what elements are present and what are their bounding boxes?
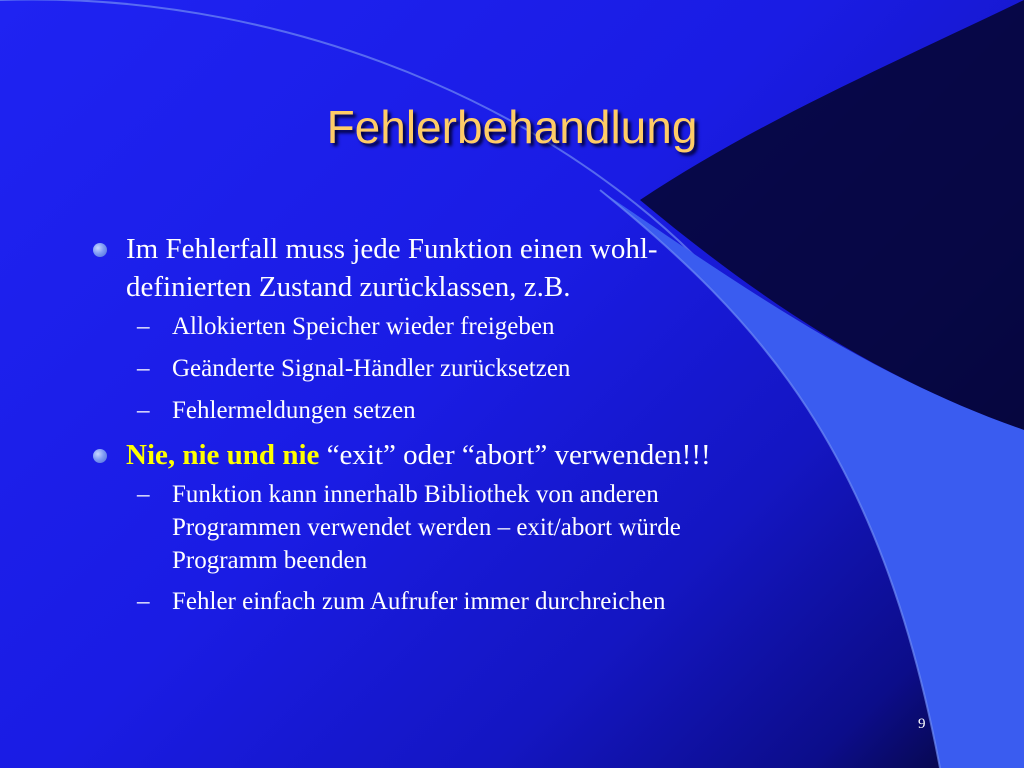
- sub-bullet-text-line2: Programmen verwendet werden – exit/abort würde: [172, 514, 681, 541]
- dash-icon: –: [137, 355, 150, 382]
- page-number: 9: [918, 716, 926, 732]
- sub-bullet-text: Fehler einfach zum Aufrufer immer durchreichen: [172, 588, 666, 615]
- dash-icon: –: [137, 397, 150, 424]
- slide-title: Fehlerbehandlung: [326, 101, 698, 153]
- sub-bullet-item: [90, 478, 950, 577]
- round-bullet-icon: [93, 449, 107, 463]
- sub-bullet-item: [90, 585, 950, 619]
- dash-icon: –: [137, 588, 150, 615]
- bullet-accent-text: Nie, nie und nie: [126, 439, 320, 471]
- bullet-text-line1: Im Fehlerfall muss jede Funktion einen wohl-: [126, 233, 658, 265]
- bullet-item: [90, 436, 950, 474]
- sub-bullet-text-line1: Funktion kann innerhalb Bibliothek von anderen: [172, 481, 659, 508]
- bullet-item: [90, 230, 950, 306]
- sub-bullet-text: Geänderte Signal-Händler zurücksetzen: [172, 355, 571, 382]
- sub-bullet-text-line3: Programm beenden: [172, 547, 368, 574]
- dash-icon: –: [137, 313, 150, 340]
- slide-content: [90, 230, 950, 627]
- dash-icon: –: [137, 481, 150, 508]
- sub-bullet-text: Allokierten Speicher wieder freigeben: [172, 313, 555, 340]
- bullet-text: “exit” oder “abort” verwenden!!!: [319, 439, 711, 471]
- sub-bullet-text: Fehlermeldungen setzen: [172, 397, 416, 424]
- sub-bullet-item: [90, 310, 950, 344]
- sub-bullet-item: [90, 394, 950, 428]
- sub-bullet-item: [90, 352, 950, 386]
- round-bullet-icon: [93, 243, 107, 257]
- bullet-text-line2: definierten Zustand zurücklassen, z.B.: [126, 271, 571, 303]
